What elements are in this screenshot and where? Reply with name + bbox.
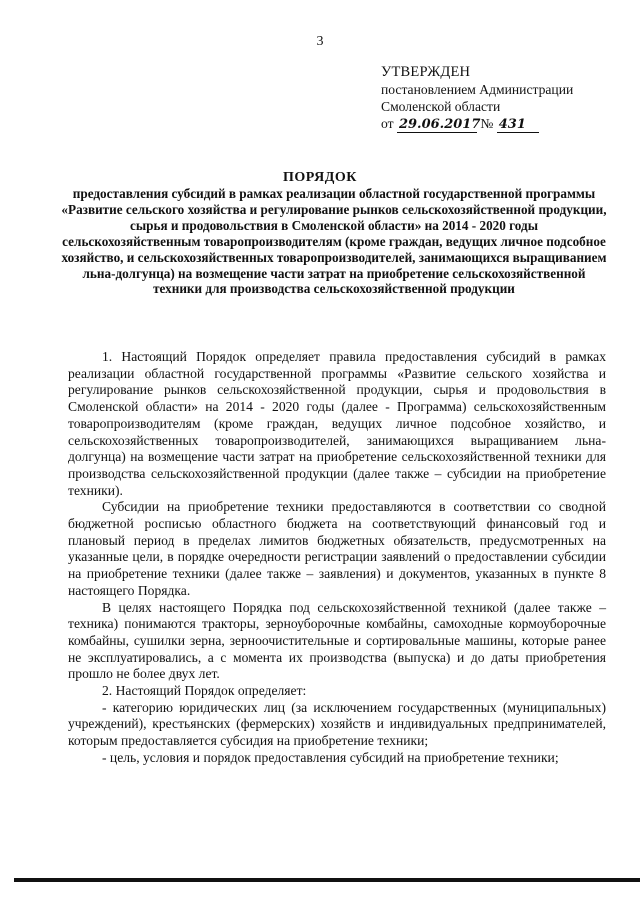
approval-title: УТВЕРЖДЕН <box>381 64 471 80</box>
number-prefix: № <box>480 116 494 131</box>
approval-line-1: постановлением Администрации <box>381 82 574 97</box>
paragraph: 1. Настоящий Порядок определяет правила предоставления субсидий в рамках реализации областной государственной программы «Развитие сельского хозяйства и регулирование рынков сельскохозяйственной продукции, сырья и продовольствия в Смоленской области» на 2014 - 2020 годы (далее - Программа) сельскохозяйственным товаропроизводителям (кроме граждан, ведущих личное подсобное хозяйство, и сельскохозяйственных товаропроизводителей, занимающихся выращиванием льна-долгунца) на возмещение части затрат на приобретение сельскохозяйственной техники для производства сельскохозяйственной продукции (далее также – субсидии на приобретение техники). <box>68 349 606 498</box>
paragraph: Субсидии на приобретение техники предоставляются в соответствии со сводной бюджетной росписью областного бюджета на соответствующий финансовый год и плановый период в пределах лимитов бюджетных обязательств, предусмотренных на указанные цели, в порядке очередности регистрации заявлений о предоставлении субсидии на приобретение техники (далее также – заявления) и документов, указанных в пункте 8 настоящего Порядка. <box>68 499 606 598</box>
page-number: 3 <box>316 34 324 49</box>
document-body <box>68 349 606 767</box>
approval-line-2: Смоленской области <box>381 99 501 114</box>
paragraph: 2. Настоящий Порядок определяет: <box>102 683 307 699</box>
bottom-rule <box>14 878 640 882</box>
paragraph: В целях настоящего Порядка под сельскохозяйственной техникой (далее также – техника) понимаются тракторы, зерноуборочные комбайны, самоходные кормоуборочные комбайны, сушилки зерна, зерноочистительные и сортировальные машины, которые ранее не эксплуатировались, а с момента их производства (выпуска) и до даты приобретения прошло не более двух лет. <box>68 599 606 682</box>
document-subtitle: предоставления субсидий в рамках реализации областной государственной программы «Развитие сельского хозяйства и регулирование рынков сельскохозяйственной продукции, сырья и продовольствия в Смоленской области» на 2014 - 2020 годы сельскохозяйственным товаропроизводителям (кроме граждан, ведущих личное подсобное хозяйство, и сельскохозяйственных товаропроизводителей, занимающихся выращиванием льна-долгунца) на возмещение части затрат на приобретение сельскохозяйственной техники для производства сельскохозяйственной продукции <box>61 186 607 297</box>
handwritten-date: 29.06.2017 <box>398 117 481 132</box>
paragraph: - категорию юридических лиц (за исключением государственных (муниципальных) учреждений), крестьянских (фермерских) хозяйств и индивидуальных предпринимателей, которым предоставляется субсидия на приобретение техники; <box>68 699 606 749</box>
date-prefix: от <box>381 116 394 131</box>
handwritten-number: 431 <box>497 118 539 133</box>
approval-date-line <box>381 115 621 133</box>
paragraph: - цель, условия и порядок предоставления субсидий на приобретение техники; <box>102 749 559 765</box>
approval-block <box>381 64 621 133</box>
document-title: ПОРЯДОК <box>283 170 357 185</box>
